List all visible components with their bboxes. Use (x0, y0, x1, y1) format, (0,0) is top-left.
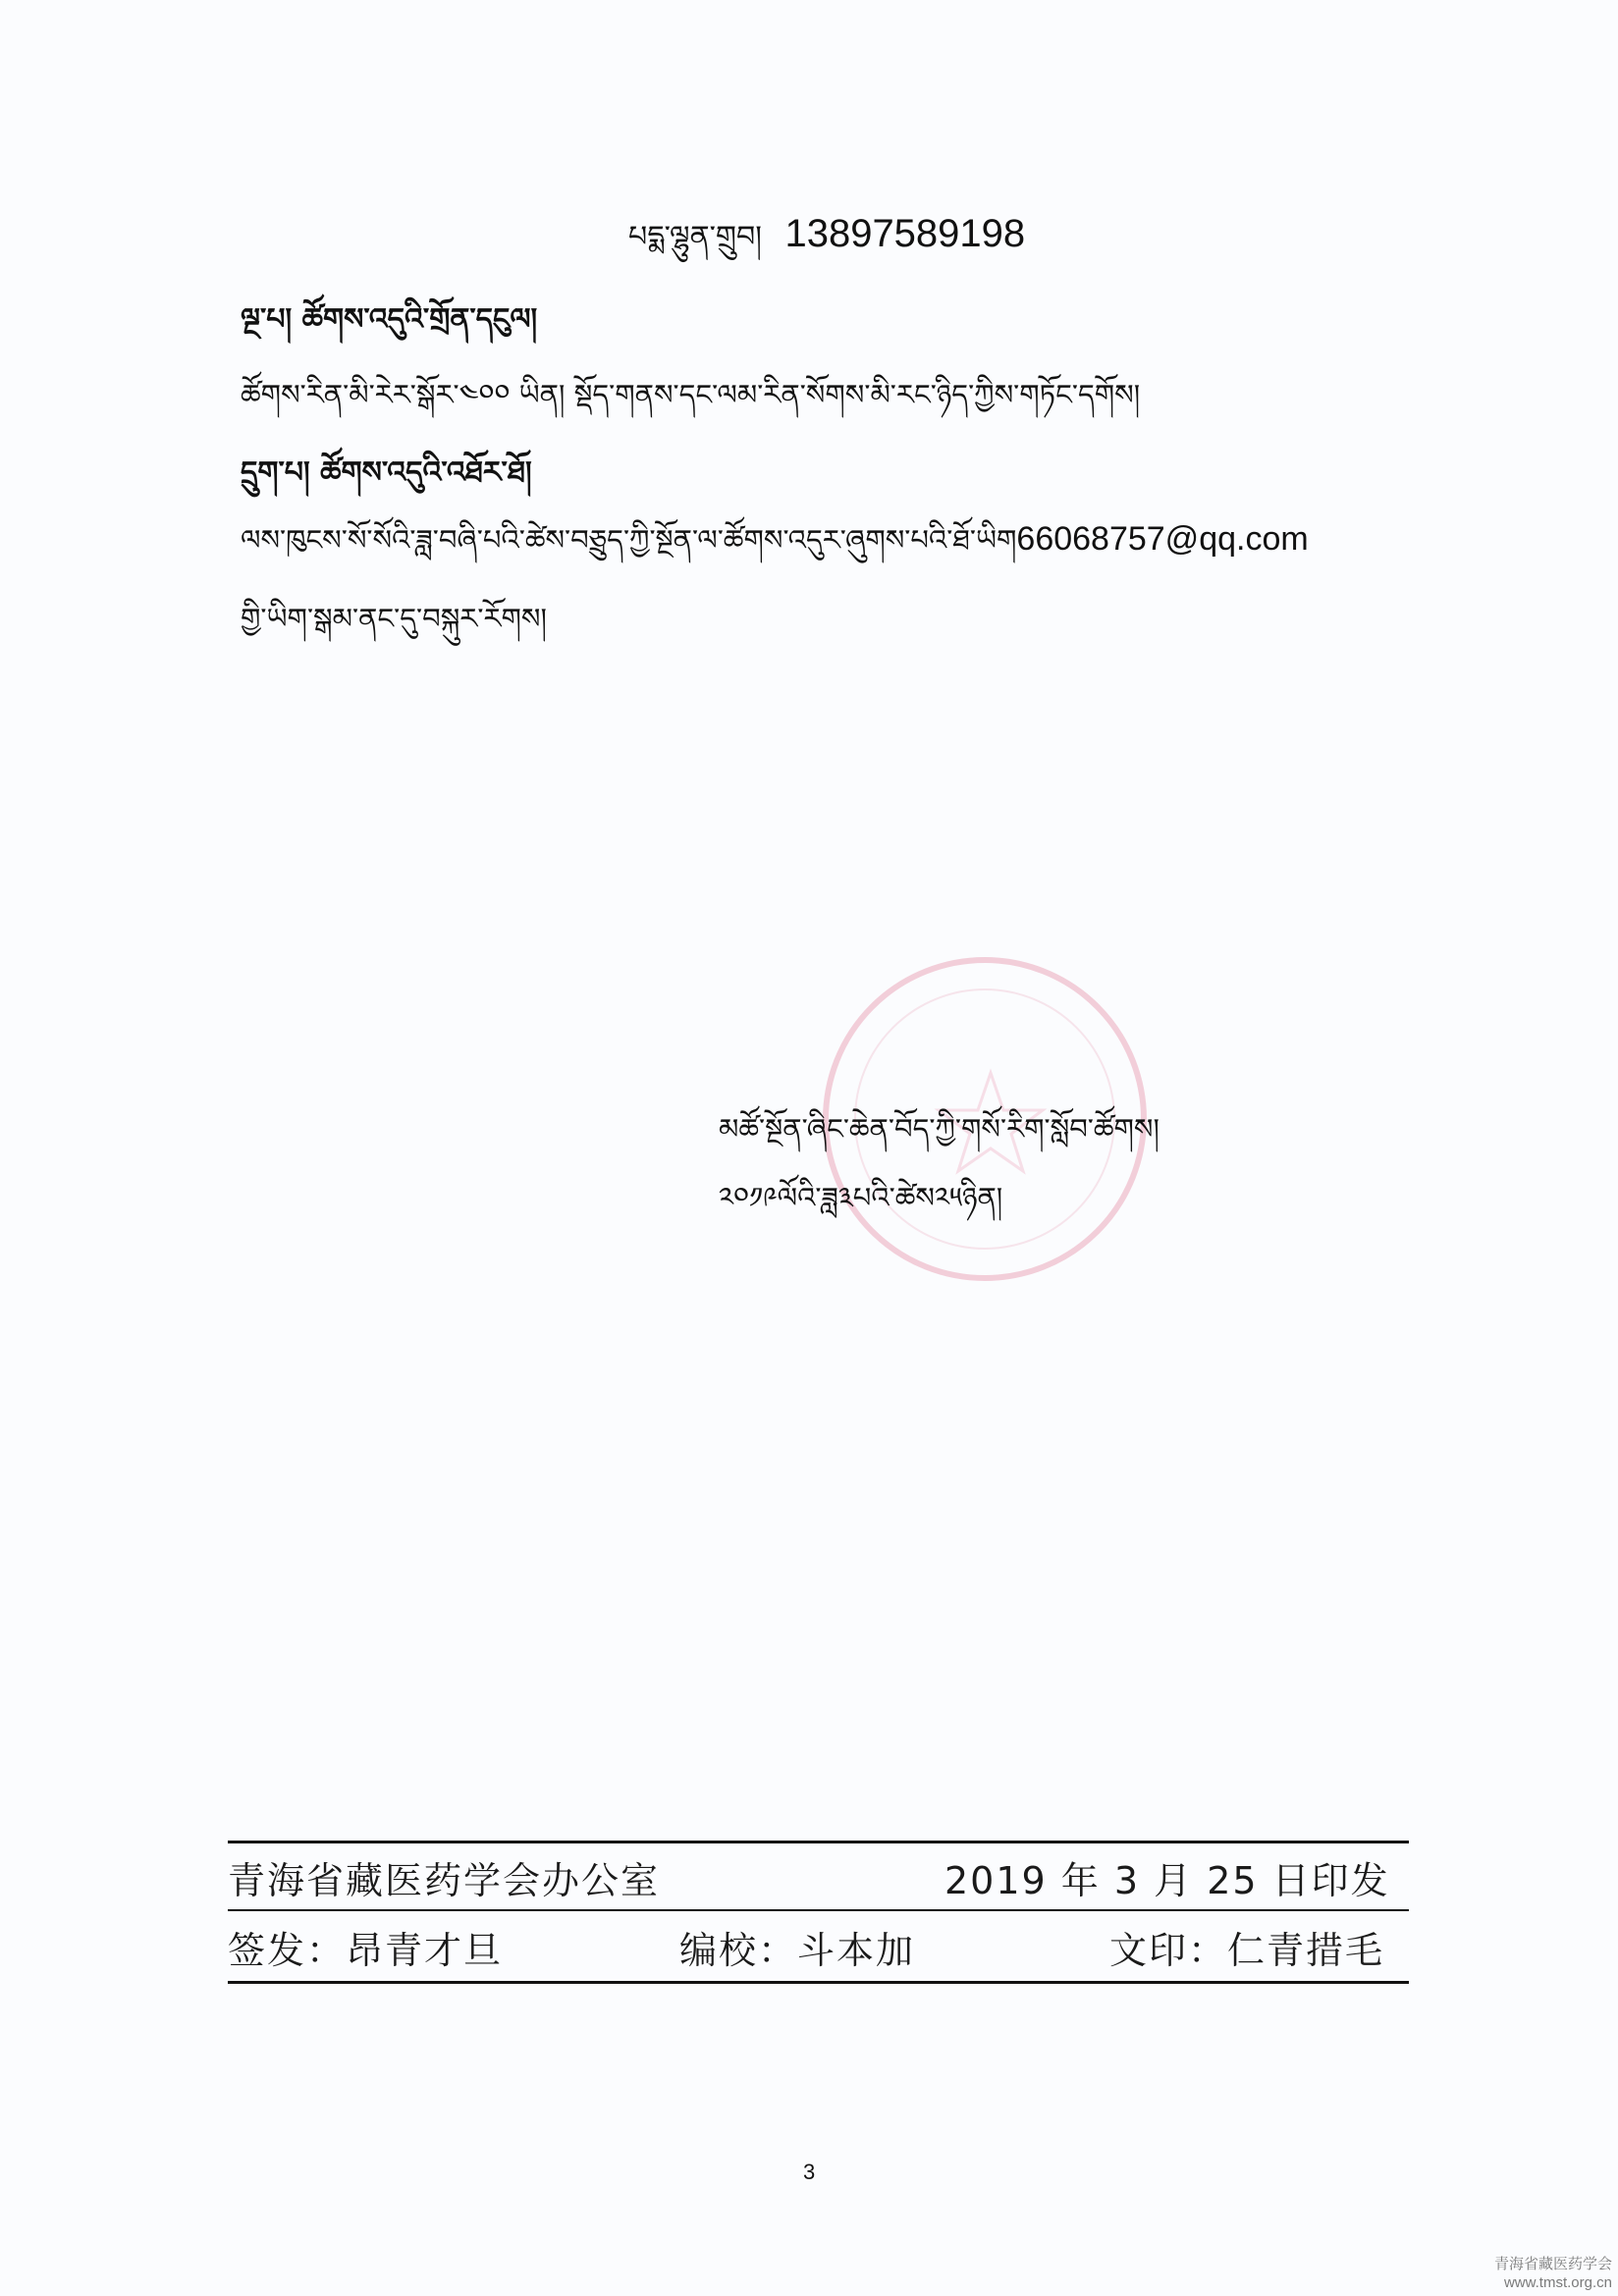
footer-printer: 文印：仁青措毛 (1109, 1929, 1385, 1972)
section-6-tibetan-text: ལས་ཁུངས་སོ་སོའི་ཟླ་བཞི་པའི་ཚེས་བཅྲུད་ཀྱི་སྔོན་ལ་ཚོགས་འདུར་ཞུགས་པའི་ཐོ་ཡིག (241, 523, 1017, 557)
footer-issue-date: 2019 年 3 月 25 日印发 (944, 1859, 1390, 1902)
section-5-body: ཚོགས་རིན་མི་རེར་སྒོར་༤༠༠ ཡིན། སྡོད་གནས་དང་ལམ་རིན་སོགས་མི་རང་ཉིད་ཀྱིས་གཏོང་དགོས། (241, 378, 1141, 411)
section-6-body-line2: གྱི་ཡིག་སྒམ་ནང་དུ་བསྐུར་རོགས། (241, 602, 547, 635)
site-watermark (1494, 2255, 1612, 2292)
footer-middle-rule (228, 1909, 1409, 1911)
footer-editor: 编校：斗本加 (679, 1929, 916, 1972)
contact-phone: 13897589198 (784, 212, 1026, 255)
issue-date-tibetan: ༢༠༡༩ལོའི་ཟླ༣པའི་ཚེས༢༥ཉིན། (719, 1181, 1003, 1214)
footer-bottom-rule (228, 1981, 1409, 1984)
section-6-heading: དྲུག་པ། ཚོགས་འདུའི་འཐོར་ཐོ། (241, 455, 532, 490)
contact-line (628, 204, 1025, 287)
footer-top-rule (228, 1841, 1409, 1843)
watermark-url: www.tmst.org.cn (1503, 2274, 1612, 2291)
section-6-body-line1 (241, 508, 1309, 589)
contact-name: པདྨ་ལྷུན་གྲུབ། (628, 220, 762, 254)
footer-organization: 青海省藏医药学会办公室 (228, 1859, 661, 1902)
email-address: 66068757@qq.com (1016, 520, 1309, 558)
issuing-organization: མཚོ་སྔོན་ཞིང་ཆེན་བོད་ཀྱི་གསོ་རིག་སློབ་ཚོགས། (719, 1112, 1160, 1146)
footer-signer: 签发：昂青才旦 (228, 1929, 504, 1972)
section-5-heading: ལྔ་པ། ཚོགས་འདུའི་གྲོན་དངུལ། (241, 302, 538, 337)
watermark-site-name: 青海省藏医药学会 (1493, 2255, 1612, 2272)
page-number: 3 (803, 2160, 816, 2184)
